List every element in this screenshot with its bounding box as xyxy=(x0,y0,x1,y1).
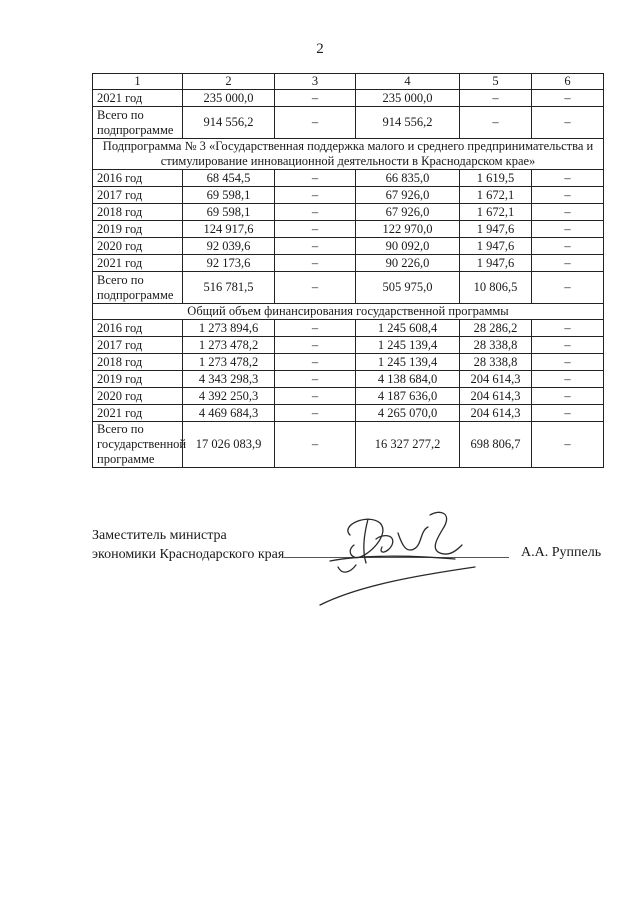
value-cell: – xyxy=(275,187,356,204)
table-row xyxy=(93,204,604,221)
page-number: 2 xyxy=(316,41,324,57)
value-cell: – xyxy=(532,272,604,304)
value-cell: – xyxy=(532,90,604,107)
section-header-row xyxy=(93,139,604,170)
subprogram-title: Подпрограмма № 3 «Государственная поддержка малого и среднего предпринимательства и стимулирование инновационной деятельности в Краснодарском крае» xyxy=(93,139,604,170)
value-cell: 92 039,6 xyxy=(183,238,275,255)
value-cell: – xyxy=(275,204,356,221)
value-cell: – xyxy=(275,90,356,107)
table-row xyxy=(93,405,604,422)
value-cell: 28 338,8 xyxy=(460,337,532,354)
table-row xyxy=(93,187,604,204)
value-cell: 1 947,6 xyxy=(460,221,532,238)
value-cell: 204 614,3 xyxy=(460,371,532,388)
signatory-name: А.А. Руппель xyxy=(521,545,602,560)
year-cell: 2016 год xyxy=(93,320,183,337)
table-row xyxy=(93,388,604,405)
value-cell: – xyxy=(532,170,604,187)
value-cell: 1 947,6 xyxy=(460,238,532,255)
table-row xyxy=(93,170,604,187)
value-cell: 235 000,0 xyxy=(356,90,460,107)
value-cell: – xyxy=(275,320,356,337)
total-label: Всего по подпрограмме xyxy=(93,272,183,304)
value-cell: – xyxy=(275,170,356,187)
year-cell: 2017 год xyxy=(93,337,183,354)
value-cell: – xyxy=(275,221,356,238)
year-cell: 2018 год xyxy=(93,354,183,371)
total-row xyxy=(93,272,604,304)
table-header-row xyxy=(93,74,604,90)
value-cell: 90 226,0 xyxy=(356,255,460,272)
value-cell: 204 614,3 xyxy=(460,388,532,405)
total-label: Всего по государственной программе xyxy=(93,422,183,468)
table-row xyxy=(93,337,604,354)
value-cell: 66 835,0 xyxy=(356,170,460,187)
value-cell: 1 619,5 xyxy=(460,170,532,187)
total-label: Всего по подпрограмме xyxy=(93,107,183,139)
table-row xyxy=(93,255,604,272)
value-cell: – xyxy=(532,107,604,139)
value-cell: 69 598,1 xyxy=(183,204,275,221)
column-number: 6 xyxy=(532,74,604,90)
year-cell: 2020 год xyxy=(93,388,183,405)
value-cell: 17 026 083,9 xyxy=(183,422,275,468)
table-row xyxy=(93,238,604,255)
value-cell: 505 975,0 xyxy=(356,272,460,304)
value-cell: – xyxy=(275,388,356,405)
value-cell: – xyxy=(275,272,356,304)
value-cell: – xyxy=(275,238,356,255)
value-cell: 914 556,2 xyxy=(183,107,275,139)
value-cell: – xyxy=(532,255,604,272)
value-cell: – xyxy=(532,221,604,238)
value-cell: – xyxy=(532,320,604,337)
value-cell: – xyxy=(460,90,532,107)
value-cell: 698 806,7 xyxy=(460,422,532,468)
year-cell: 2018 год xyxy=(93,204,183,221)
value-cell: 90 092,0 xyxy=(356,238,460,255)
table-row xyxy=(93,221,604,238)
value-cell: 1 245 139,4 xyxy=(356,337,460,354)
value-cell: 92 173,6 xyxy=(183,255,275,272)
year-cell: 2016 год xyxy=(93,170,183,187)
total-row xyxy=(93,107,604,139)
value-cell: – xyxy=(275,337,356,354)
table-row xyxy=(93,354,604,371)
financing-table xyxy=(92,73,604,468)
value-cell: 516 781,5 xyxy=(183,272,275,304)
year-cell: 2019 год xyxy=(93,371,183,388)
value-cell: 4 265 070,0 xyxy=(356,405,460,422)
table-row xyxy=(93,320,604,337)
column-number: 3 xyxy=(275,74,356,90)
value-cell: 1 245 608,4 xyxy=(356,320,460,337)
value-cell: 1 273 478,2 xyxy=(183,337,275,354)
value-cell: – xyxy=(532,238,604,255)
value-cell: – xyxy=(532,337,604,354)
column-number: 2 xyxy=(183,74,275,90)
value-cell: 28 338,8 xyxy=(460,354,532,371)
value-cell: 122 970,0 xyxy=(356,221,460,238)
signatory-title-line1: Заместитель министра xyxy=(92,528,227,543)
value-cell: 4 392 250,3 xyxy=(183,388,275,405)
value-cell: 204 614,3 xyxy=(460,405,532,422)
value-cell: 28 286,2 xyxy=(460,320,532,337)
value-cell: 68 454,5 xyxy=(183,170,275,187)
year-cell: 2020 год xyxy=(93,238,183,255)
value-cell: – xyxy=(532,388,604,405)
column-number: 4 xyxy=(356,74,460,90)
value-cell: 235 000,0 xyxy=(183,90,275,107)
value-cell: 1 672,1 xyxy=(460,204,532,221)
value-cell: – xyxy=(532,187,604,204)
value-cell: 1 245 139,4 xyxy=(356,354,460,371)
value-cell: – xyxy=(275,405,356,422)
value-cell: – xyxy=(532,204,604,221)
handwritten-signature xyxy=(280,505,490,615)
value-cell: – xyxy=(460,107,532,139)
value-cell: 67 926,0 xyxy=(356,204,460,221)
value-cell: 4 343 298,3 xyxy=(183,371,275,388)
value-cell: – xyxy=(275,422,356,468)
section-header-row xyxy=(93,304,604,320)
value-cell: 124 917,6 xyxy=(183,221,275,238)
value-cell: – xyxy=(532,371,604,388)
year-cell: 2017 год xyxy=(93,187,183,204)
value-cell: – xyxy=(275,354,356,371)
total-row xyxy=(93,422,604,468)
value-cell: 1 273 894,6 xyxy=(183,320,275,337)
value-cell: 4 138 684,0 xyxy=(356,371,460,388)
year-cell: 2021 год xyxy=(93,255,183,272)
value-cell: – xyxy=(532,354,604,371)
value-cell: 4 187 636,0 xyxy=(356,388,460,405)
value-cell: – xyxy=(275,107,356,139)
year-cell: 2021 год xyxy=(93,405,183,422)
value-cell: 1 273 478,2 xyxy=(183,354,275,371)
value-cell: 67 926,0 xyxy=(356,187,460,204)
value-cell: 16 327 277,2 xyxy=(356,422,460,468)
table-row xyxy=(93,90,604,107)
value-cell: 914 556,2 xyxy=(356,107,460,139)
column-number: 5 xyxy=(460,74,532,90)
signatory-title-line2: экономики Краснодарского края xyxy=(92,547,285,562)
value-cell: 10 806,5 xyxy=(460,272,532,304)
year-cell: 2019 год xyxy=(93,221,183,238)
value-cell: 1 672,1 xyxy=(460,187,532,204)
value-cell: – xyxy=(275,255,356,272)
value-cell: 69 598,1 xyxy=(183,187,275,204)
value-cell: 4 469 684,3 xyxy=(183,405,275,422)
table-row xyxy=(93,371,604,388)
value-cell: – xyxy=(275,371,356,388)
year-cell: 2021 год xyxy=(93,90,183,107)
value-cell: 1 947,6 xyxy=(460,255,532,272)
value-cell: – xyxy=(532,422,604,468)
overall-title: Общий объем финансирования государственной программы xyxy=(93,304,604,320)
column-number: 1 xyxy=(93,74,183,90)
value-cell: – xyxy=(532,405,604,422)
